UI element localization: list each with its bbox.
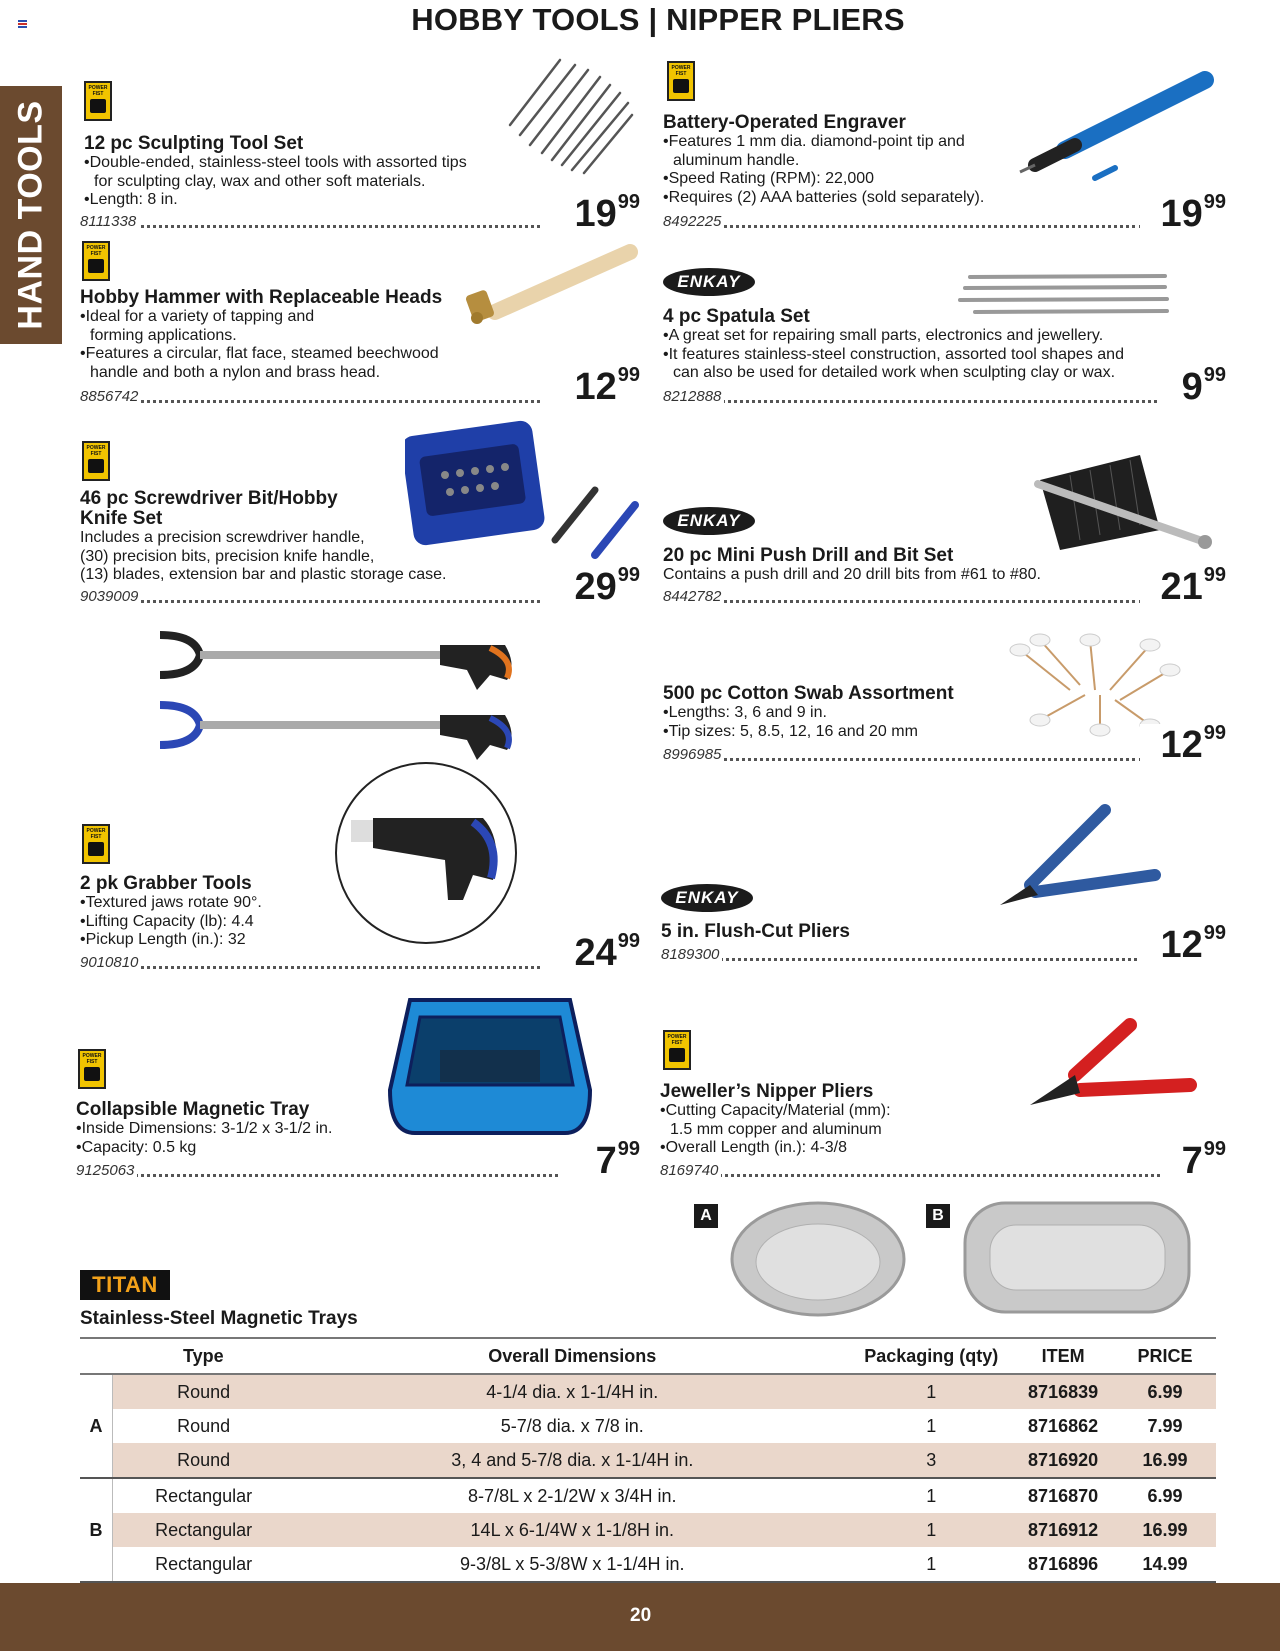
table-row: Rectangular 9-3/8L x 5-3/8W x 1-1/4H in. 1 8716896 14.99 [80,1547,1216,1582]
product-title: 46 pc Screwdriver Bit/Hobby [80,488,338,509]
product-price: $9^{99}$ [1160,366,1226,409]
product-sku: 8442782 [663,588,724,605]
product-description: •Double-ended, stainless-steel tools with assorted tips for sculpting clay, wax and other soft materials. •Length: 8 in. [84,154,467,208]
power-fist-logo: POWER FIST [667,61,695,101]
product-push-drill-set [663,546,1123,585]
section-tab-label: HAND TOOLS [11,100,50,330]
product-title: 12 pc Sculpting Tool Set [84,133,304,154]
table-row: B Rectangular 14L x 6-1/4W x 1-1/8H in. 1 8716912 16.99 [80,1513,1216,1547]
product-title: 20 pc Mini Push Drill and Bit Set [663,545,954,566]
product-description: Contains a push drill and 20 drill bits from #61 to #80. [663,566,1041,583]
product-jewellers-nipper-pliers [660,1082,1020,1158]
product-title: 4 pc Spatula Set [663,306,810,327]
enkay-logo: ENKAY [663,268,755,296]
grabber-tools-image [155,630,535,770]
product-title: 500 pc Cotton Swab Assortment [663,683,954,704]
trays-table [80,1337,1216,1583]
header-packaging: Packaging (qty) [850,1338,1012,1374]
rectangular-tray-image [962,1200,1192,1315]
power-fist-logo: POWER FIST [82,441,110,481]
page-number: 20 [630,1605,652,1626]
header-item: ITEM [1012,1338,1114,1374]
product-description: •A great set for repairing small parts, electronics and jewellery. •It features stainless-steel construction, assorted tool shapes and can also be used for detailed work when sculpting clay or wax. [663,327,1124,381]
product-description: •Features 1 mm dia. diamond-point tip and aluminum handle. •Speed Rating (RPM): 22,000 •Requires (2) AAA batteries (sold separately). [663,133,985,206]
power-fist-logo: POWER FIST [663,1030,691,1070]
product-description: Includes a precision screwdriver handle, (30) precision bits, precision knife handle, (13) blades, extension bar and plastic storage case. [80,529,447,583]
table-row: Rectangular 8-7/8L x 2-1/2W x 3/4H in. 1 8716870 6.99 [80,1478,1216,1513]
product-price: $24^{99}$ [540,932,640,975]
product-title: Jeweller’s Nipper Pliers [660,1081,874,1102]
product-price: $21^{99}$ [1140,566,1226,609]
product-price: $7^{99}$ [1160,1140,1226,1183]
product-sku: 9039009 [80,588,141,605]
product-hobby-hammer [80,288,620,382]
flush-cut-pliers-image [990,800,1165,915]
power-fist-logo: POWER FIST [84,81,112,121]
page-title: HOBBY TOOLS | NIPPER PLIERS [411,2,905,37]
product-description: •Inside Dimensions: 3-1/2 x 3-1/2 in. •Capacity: 0.5 kg [76,1120,333,1156]
header-price: PRICE [1114,1338,1216,1374]
product-price: $12^{99}$ [1140,924,1226,967]
product-description: •Lengths: 3, 6 and 9 in. •Tip sizes: 5, 8.5, 12, 16 and 20 mm [663,704,918,740]
product-sku: 8996985 [663,746,724,763]
product-sku: 9125063 [76,1162,137,1179]
tray-b-badge: B [926,1204,950,1228]
product-sku: 8492225 [663,213,724,230]
enkay-logo: ENKAY [661,884,753,912]
product-title: Battery-Operated Engraver [663,112,906,133]
product-price: $19^{99}$ [1140,193,1226,236]
product-title-line2: Knife Set [80,508,163,529]
product-price: $7^{99}$ [560,1140,640,1183]
product-title: 5 in. Flush-Cut Pliers [661,921,850,942]
product-battery-engraver [663,113,1123,207]
table-row: Round 3, 4 and 5-7/8 dia. x 1-1/4H in. 3 8716920 16.99 [80,1443,1216,1478]
product-spatula-set [663,307,1203,383]
titan-logo: TITAN [80,1270,170,1300]
product-collapsible-magnetic-tray [76,1100,476,1157]
header-dimensions: Overall Dimensions [294,1338,850,1374]
product-sku: 8212888 [663,388,724,405]
section-tab [0,86,62,344]
product-grabber-tools [80,874,480,950]
power-fist-logo: POWER FIST [78,1049,106,1089]
product-description: •Cutting Capacity/Material (mm): 1.5 mm copper and aluminum •Overall Length (in.): 4-3/8 [660,1102,891,1156]
header-type: Type [112,1338,294,1374]
product-title: 2 pk Grabber Tools [80,873,252,894]
product-price: $12^{99}$ [1140,724,1226,767]
product-price: $12^{99}$ [540,366,640,409]
tray-a-badge: A [694,1204,718,1228]
table-row: A Round 5-7/8 dia. x 7/8 in. 1 8716862 7.99 [80,1409,1216,1443]
product-sku: 8169740 [660,1162,721,1179]
enkay-logo: ENKAY [663,507,755,535]
product-cotton-swabs [663,684,1023,741]
power-fist-logo: POWER FIST [82,824,110,864]
nipper-pliers-image [1020,1015,1205,1135]
power-fist-logo: POWER FIST [82,241,110,281]
trays-title: Stainless-Steel Magnetic Trays [80,1308,358,1329]
product-price: $19^{99}$ [540,193,640,236]
product-flush-cut-pliers [661,922,1021,942]
product-sku: 8111338 [80,213,139,230]
page-footer [0,1583,1280,1651]
product-sku: 9010810 [80,954,141,971]
product-title: Hobby Hammer with Replaceable Heads [80,287,443,308]
product-price: $29^{99}$ [540,566,640,609]
round-tray-image [728,1198,908,1320]
product-description: •Ideal for a variety of tapping and forming applications. •Features a circular, flat face, steamed beechwood handle and both a nylon and brass head. [80,308,439,381]
product-title: Collapsible Magnetic Tray [76,1099,310,1120]
table-row: Round 4-1/4 dia. x 1-1/4H in. 1 8716839 6.99 [80,1374,1216,1409]
product-description: •Textured jaws rotate 90°. •Lifting Capacity (lb): 4.4 •Pickup Length (in.): 32 [80,894,262,948]
push-drill-image [1030,450,1220,560]
product-sku: 8856742 [80,388,141,405]
product-sku: 8189300 [661,946,722,963]
